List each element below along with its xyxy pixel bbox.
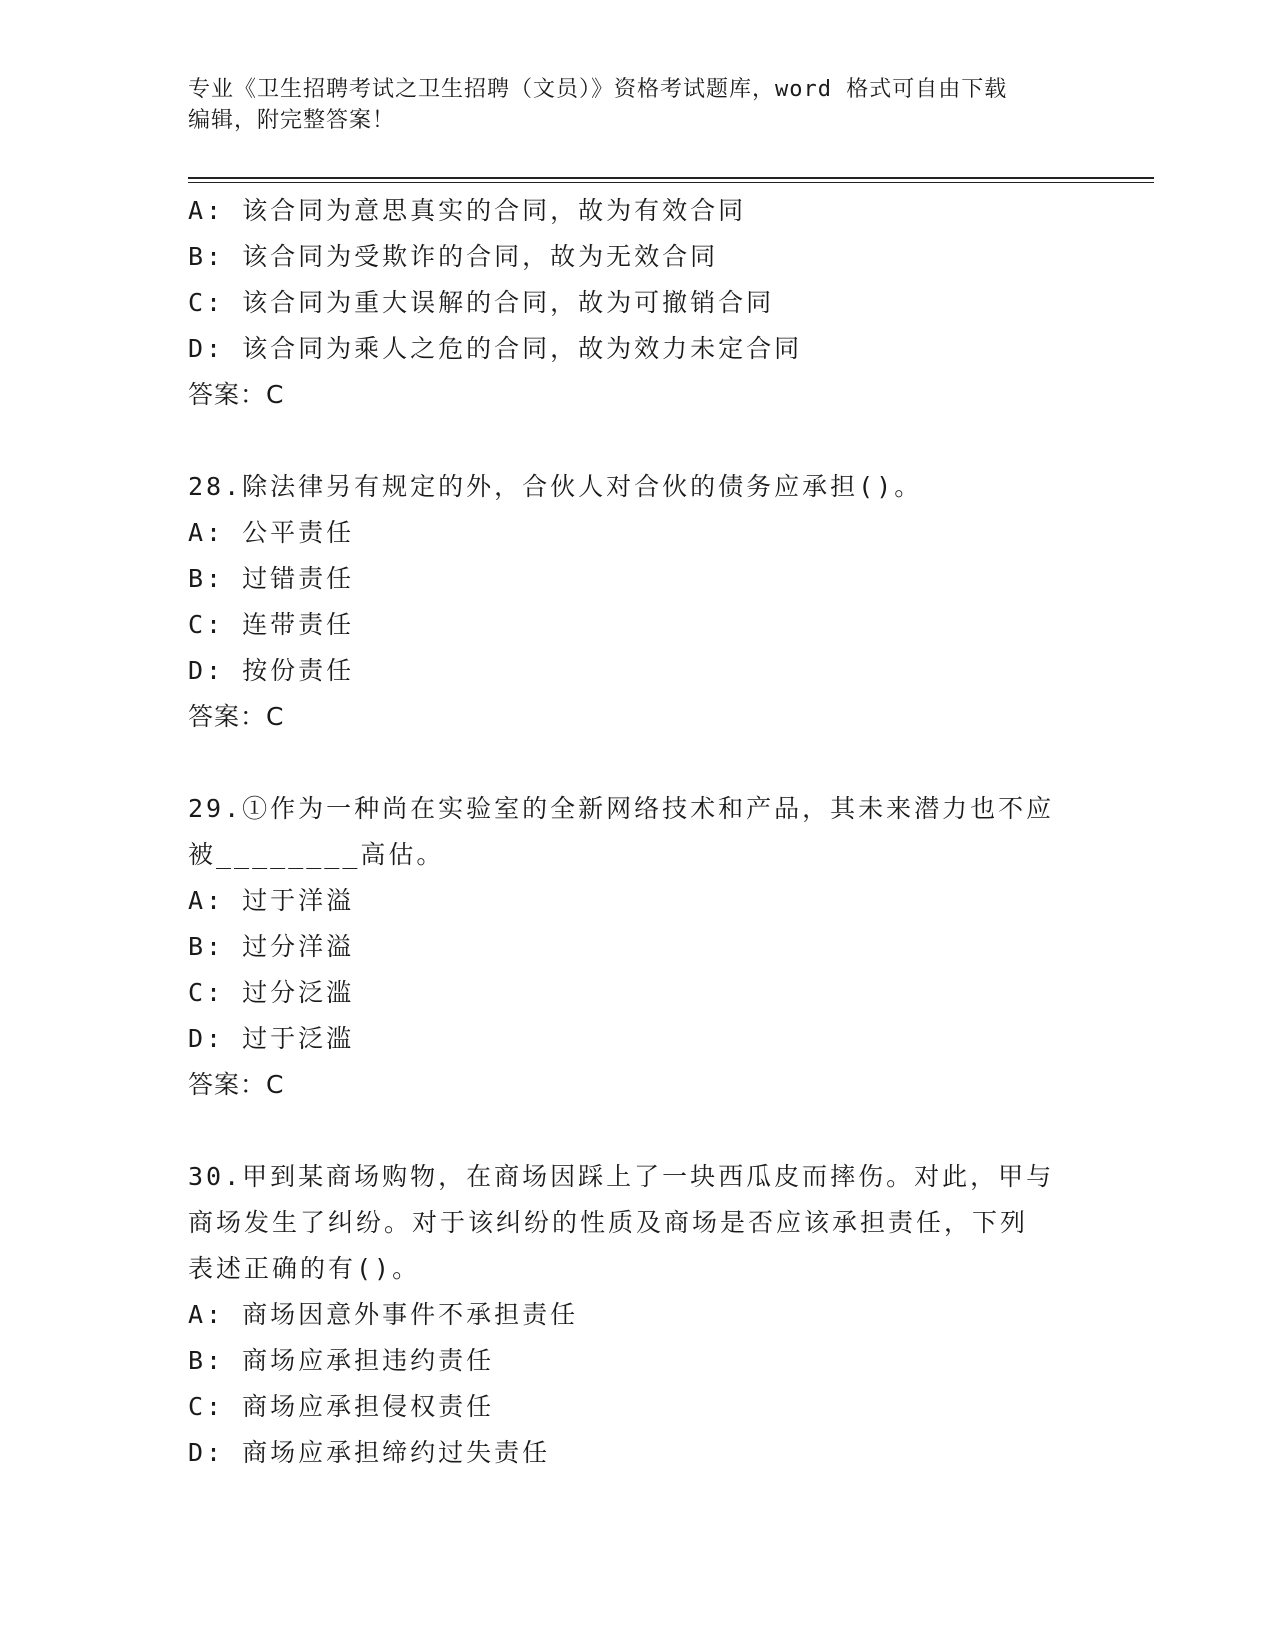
option-a: A: 商场因意外事件不承担责任 (188, 1300, 579, 1329)
option-c: C: 商场应承担侵权责任 (188, 1392, 495, 1421)
option-a: A: 该合同为意思真实的合同，故为有效合同 (188, 196, 747, 225)
option-b: B: 商场应承担违约责任 (188, 1346, 495, 1375)
header-line-1: 专业《卫生招聘考试之卫生招聘（文员）》资格考试题库，word 格式可自由下载 (188, 77, 1008, 102)
answer: 答案：C (188, 702, 285, 731)
answer: 答案：C (188, 380, 285, 409)
option-b: B: 过错责任 (188, 564, 355, 593)
question-text-line-3: 表述正确的有()。 (188, 1254, 421, 1283)
option-c: C: 该合同为重大误解的合同，故为可撤销合同 (188, 288, 775, 317)
header-line-2: 编辑，附完整答案！ (188, 108, 396, 133)
question-list (188, 188, 1088, 1476)
option-d: D: 商场应承担缔约过失责任 (188, 1438, 551, 1467)
question-block-30 (188, 1154, 1088, 1476)
question-block-27 (188, 188, 1088, 418)
option-c: C: 过分泛滥 (188, 978, 355, 1007)
option-d: D: 该合同为乘人之危的合同，故为效力未定合同 (188, 334, 803, 363)
document-header (188, 74, 1068, 136)
question-text-line-2: 商场发生了纠纷。对于该纠纷的性质及商场是否应该承担责任，下列 (188, 1208, 1029, 1237)
header-rule-thick (188, 177, 1154, 179)
question-text: 28.除法律另有规定的外，合伙人对合伙的债务应承担()。 (188, 472, 923, 501)
option-a: A: 公平责任 (188, 518, 355, 547)
question-block-29 (188, 786, 1088, 1108)
option-c: C: 连带责任 (188, 610, 355, 639)
answer: 答案：C (188, 1070, 285, 1099)
question-text-line-1: 29.①作为一种尚在实验室的全新网络技术和产品，其未来潜力也不应 (188, 794, 1055, 823)
option-d: D: 按份责任 (188, 656, 355, 685)
option-b: B: 该合同为受欺诈的合同，故为无效合同 (188, 242, 719, 271)
question-text-line-1: 30.甲到某商场购物，在商场因踩上了一块西瓜皮而摔伤。对此，甲与 (188, 1162, 1055, 1191)
question-text-line-2: 被________高估。 (188, 840, 445, 869)
header-rule-thin (188, 182, 1154, 183)
question-block-28 (188, 464, 1088, 740)
option-b: B: 过分洋溢 (188, 932, 355, 961)
option-d: D: 过于泛滥 (188, 1024, 355, 1053)
option-a: A: 过于洋溢 (188, 886, 355, 915)
